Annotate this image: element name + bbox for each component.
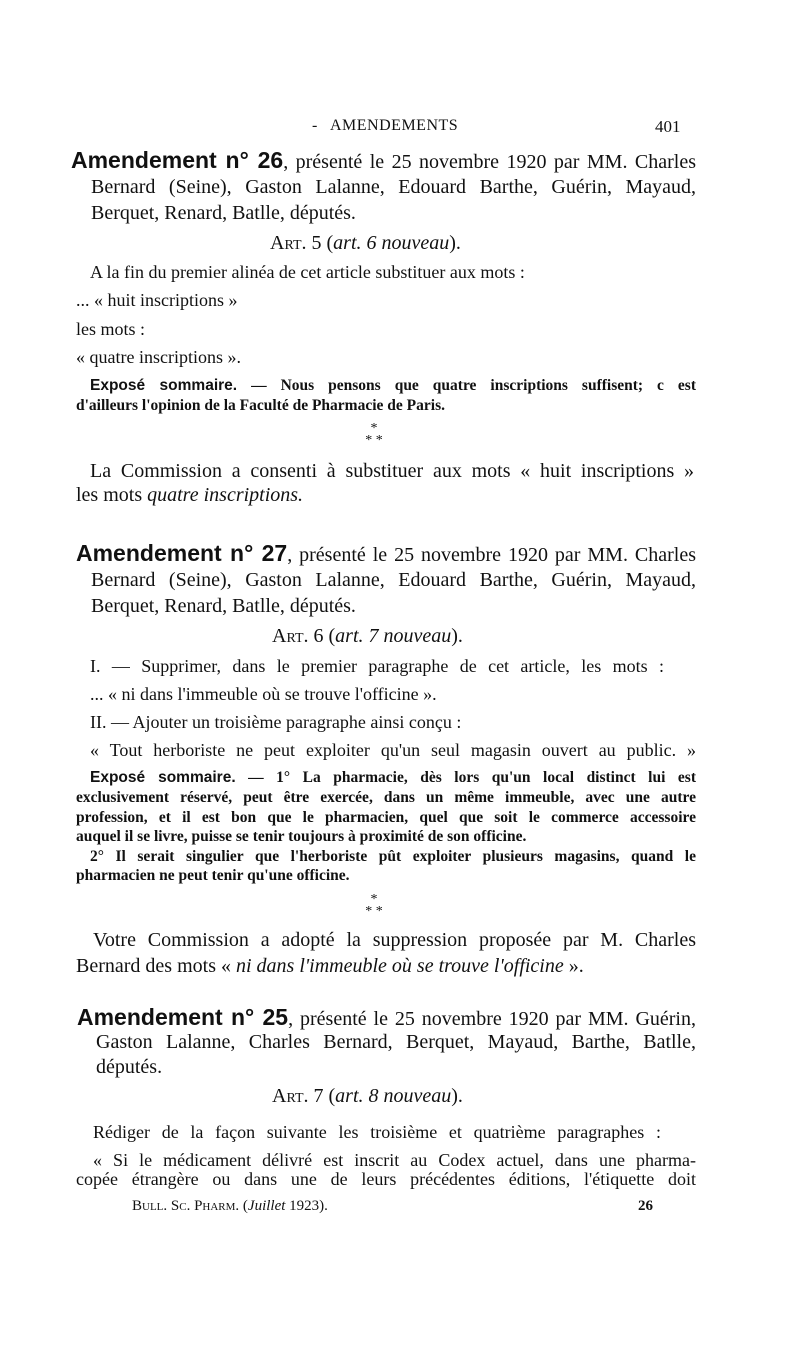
- asterism-2-top: *: [370, 892, 378, 907]
- amendment-27-label: Amendement n° 27: [76, 540, 288, 566]
- commission-decision-1-line-1: La Commission a consenti à substituer aux mots « huit inscriptions »: [90, 460, 694, 482]
- amendment-27-heading: [76, 540, 696, 567]
- amendment-26-expose-line-1: Exposé sommaire. — Nous pensons que quatre inscriptions suffisent; c est: [90, 377, 696, 394]
- amendment-27-part-1: I. — Supprimer, dans le premier paragraphe de cet article, les mots :: [90, 656, 664, 676]
- amendment-27-expose-line-6: pharmacien ne peut tenir qu'une officine.: [76, 867, 350, 884]
- amendment-27-heading-rest: , présenté le 25 novembre 1920 par MM. Charles: [287, 544, 696, 566]
- amendment-26-label: Amendement n° 26: [71, 147, 284, 173]
- amendment-26-old-words: ... « huit inscriptions »: [76, 290, 238, 310]
- amendment-25-heading: [77, 1004, 696, 1031]
- sheet-signature: 26: [638, 1198, 653, 1214]
- amendment-25-instruction: Rédiger de la façon suivante les troisième et quatrième paragraphes :: [93, 1122, 661, 1142]
- amendment-26-article-ref: Art. 5 (art. 6 nouveau).: [270, 232, 461, 254]
- amendment-27-new-paragraph: « Tout herboriste ne peut exploiter qu'un seul magasin ouvert au public. »: [90, 740, 696, 760]
- amendment-25-heading-rest: , présenté le 25 novembre 1920 par MM. Guérin,: [288, 1008, 696, 1030]
- asterism-2-bottom: * *: [365, 904, 383, 919]
- amendment-26-instruction: A la fin du premier alinéa de cet article substituer aux mots :: [90, 262, 525, 282]
- commission-decision-2-line-1: Votre Commission a adopté la suppression proposée par M. Charles: [93, 929, 696, 951]
- asterism-1-top: *: [370, 421, 378, 436]
- amendment-26-heading-rest: , présenté le 25 novembre 1920 par MM. Charles: [283, 151, 696, 173]
- amendment-27-part-2: II. — Ajouter un troisième paragraphe ainsi conçu :: [90, 712, 462, 732]
- amendment-27-deputies-line-2: Bernard (Seine), Gaston Lalanne, Edouard Barthe, Guérin, Mayaud,: [91, 569, 696, 591]
- header-dash: -: [312, 117, 318, 134]
- amendment-27-deputies-line-3: Berquet, Renard, Batlle, députés.: [91, 595, 356, 617]
- amendment-26-deputies-line-2: Bernard (Seine), Gaston Lalanne, Edouard Barthe, Guérin, Mayaud,: [91, 176, 696, 198]
- asterism-1-bottom: * *: [365, 433, 383, 448]
- expose-sommaire-label-2: Exposé sommaire.: [90, 769, 236, 786]
- amendment-26-expose-line-2: d'ailleurs l'opinion de la Faculté de Pharmacie de Paris.: [76, 397, 445, 414]
- amendment-26-les-mots: les mots :: [76, 319, 146, 339]
- amendment-26-deputies-line-3: Berquet, Renard, Batlle, députés.: [91, 202, 356, 224]
- amendment-27-expose-line-1: Exposé sommaire. — 1° La pharmacie, dès lors qu'un local distinct lui est: [90, 769, 696, 786]
- amendment-25-article-ref: Art. 7 (art. 8 nouveau).: [272, 1085, 463, 1107]
- commission-decision-1-line-2: les mots quatre inscriptions.: [76, 484, 304, 506]
- amendment-27-expose-line-2: exclusivement réservé, peut être exercée, dans un même immeuble, avec une autre: [76, 789, 696, 806]
- amendment-27-expose-line-3: profession, et il est bon que le pharmacien, quel que soit le commerce accessoire: [76, 809, 696, 826]
- amendment-27-expose-line-5: 2° Il serait singulier que l'herboriste pût exploiter plusieurs magasins, quand le: [90, 848, 696, 865]
- amendment-27-removed-words: ... « ni dans l'immeuble où se trouve l'officine ».: [90, 684, 437, 704]
- journal-citation: Bull. Sc. Pharm. (Juillet 1923).: [132, 1198, 328, 1214]
- amendment-27-expose-line-4: auquel il se livre, puisse se tenir toujours à proximité de son officine.: [76, 828, 527, 845]
- running-title: AMENDEMENTS: [330, 117, 459, 134]
- amendment-25-label: Amendement n° 25: [77, 1004, 289, 1030]
- amendment-26-new-words: « quatre inscriptions ».: [76, 347, 241, 367]
- page-number: 401: [655, 117, 681, 136]
- commission-decision-2-line-2: Bernard des mots « ni dans l'immeuble où se trouve l'officine ».: [76, 955, 584, 977]
- amendment-25-deputies-line-3: députés.: [96, 1056, 163, 1078]
- amendment-25-deputies-line-2: Gaston Lalanne, Charles Bernard, Berquet, Mayaud, Barthe, Batlle,: [96, 1031, 696, 1053]
- amendment-25-quote-line-1: « Si le médicament délivré est inscrit au Codex actuel, dans une pharma-: [93, 1150, 696, 1170]
- amendment-25-quote-line-2: copée étrangère ou dans une de leurs précédentes éditions, l'étiquette doit: [76, 1169, 696, 1189]
- expose-sommaire-label: Exposé sommaire.: [90, 377, 238, 394]
- amendment-26-heading: [71, 147, 696, 174]
- amendment-27-article-ref: Art. 6 (art. 7 nouveau).: [272, 625, 463, 647]
